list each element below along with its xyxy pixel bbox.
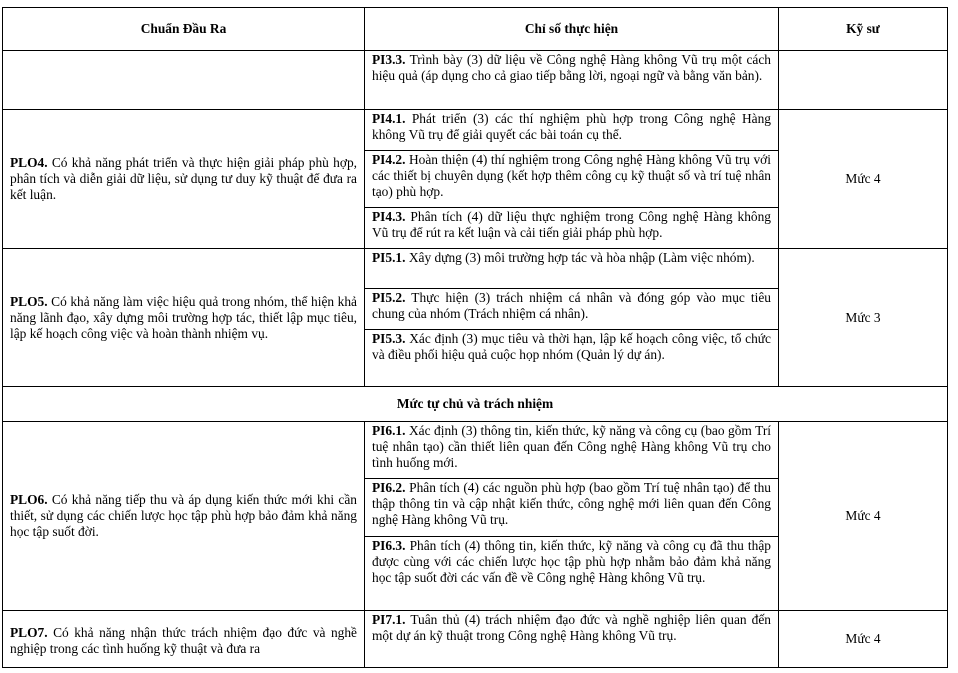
indicator-text: Trình bày (3) dữ liệu về Công nghệ Hàng không Vũ trụ một cách hiệu quả (áp dụng cho cả giao tiếp bằng lời, ngoại ngữ và bằng văn bản). [372, 52, 771, 83]
table-row [3, 110, 948, 151]
header-engineer: Kỹ sư [779, 8, 948, 51]
header-outcome: Chuẩn Đầu Ra [3, 8, 365, 51]
outcome-cell-empty [3, 51, 365, 110]
indicator-pi5-3 [365, 330, 779, 387]
indicator-code: PI5.1. [372, 250, 406, 265]
outcome-text: Có khả năng tiếp thu và áp dụng kiến thức mới khi cần thiết, sử dụng các chiến lược học tập phù hợp bảo đảm khả năng học tập suốt đời. [10, 492, 357, 539]
indicator-text: Xác định (3) mục tiêu và thời hạn, lập kế hoạch công việc, tổ chức và điều phối hiệu quả cuộc họp nhóm (Quản lý dự án). [372, 331, 771, 362]
indicator-text: Thực hiện (3) trách nhiệm cá nhân và đóng góp vào mục tiêu chung của nhóm (Trách nhiệm cá nhân). [372, 290, 771, 321]
outcome-plo5 [3, 249, 365, 387]
section-row [3, 387, 948, 422]
indicator-pi5-2 [365, 289, 779, 330]
indicator-code: PI4.1. [372, 111, 406, 126]
table-row [3, 611, 948, 668]
table-row [3, 249, 948, 289]
indicator-text: Phát triển (3) các thí nghiệm phù hợp trong Công nghệ Hàng không Vũ trụ để giải quyết các bài toán cụ thể. [372, 111, 771, 142]
indicator-pi6-1 [365, 422, 779, 479]
indicator-code: PI4.2. [372, 152, 406, 167]
outcome-text: Có khả năng nhận thức trách nhiệm đạo đức và nghề nghiệp trong các tình huống kỹ thuật và đưa ra [10, 625, 357, 656]
outcome-code: PLO6. [10, 492, 48, 507]
indicator-text: Tuân thủ (4) trách nhiệm đạo đức và nghề nghiệp liên quan đến một dự án kỹ thuật trong Công nghệ Hàng không Vũ trụ. [372, 612, 771, 643]
indicator-text: Xây dựng (3) môi trường hợp tác và hòa nhập (Làm việc nhóm). [405, 250, 755, 265]
level-plo7: Mức 4 [779, 611, 948, 668]
table-header-row [3, 8, 948, 51]
indicator-code: PI5.3. [372, 331, 406, 346]
level-plo5: Mức 3 [779, 249, 948, 387]
outcome-plo7 [3, 611, 365, 668]
outcome-text: Có khả năng làm việc hiệu quả trong nhóm, thể hiện khả năng lãnh đạo, xây dựng môi trường hợp tác, thiết lập mục tiêu, lập kế hoạch công việc và hoàn thành nhiệm vụ. [10, 293, 357, 341]
indicator-code: PI5.2. [372, 290, 406, 305]
section-title: Mức tự chủ và trách nhiệm [3, 387, 948, 422]
indicator-code: PI3.3. [372, 52, 406, 67]
indicator-pi7-1 [365, 611, 779, 668]
indicator-pi6-2 [365, 479, 779, 537]
level-plo4: Mức 4 [779, 110, 948, 249]
indicator-pi4-1 [365, 110, 779, 151]
level-cell-empty [779, 51, 948, 110]
outcome-plo4 [3, 110, 365, 249]
indicator-pi5-1 [365, 249, 779, 289]
indicator-code: PI4.3. [372, 209, 406, 224]
indicator-code: PI6.1. [372, 423, 406, 438]
outcome-code: PLO5. [10, 293, 48, 309]
learning-outcomes-table [2, 7, 948, 668]
indicator-pi3-3 [365, 51, 779, 110]
indicator-text: Hoàn thiện (4) thí nghiệm trong Công nghệ Hàng không Vũ trụ với các thiết bị chuyên dụng (kết hợp thêm công cụ kỹ thuật số và trí tuệ nhân tạo) phù hợp. [372, 152, 771, 199]
indicator-text: Phân tích (4) dữ liệu thực nghiệm trong Công nghệ Hàng không Vũ trụ để rút ra kết luận và cải tiến giải pháp phù hợp. [372, 209, 771, 240]
outcome-plo6 [3, 422, 365, 611]
outcome-code: PLO4. [10, 155, 48, 170]
outcome-text: Có khả năng phát triển và thực hiện giải pháp phù hợp, phân tích và diễn giải dữ liệu, sử dụng tư duy kỹ thuật để đưa ra kết luận. [10, 155, 357, 202]
header-indicator: Chỉ số thực hiện [365, 8, 779, 51]
table-row [3, 422, 948, 479]
indicator-text: Phân tích (4) các nguồn phù hợp (bao gồm Trí tuệ nhân tạo) để thu thập thông tin và cập nhật kiến thức, công nghệ mới liên quan đến Công nghệ Hàng không Vũ trụ. [372, 480, 771, 527]
table-row [3, 51, 948, 110]
indicator-text: Xác định (3) thông tin, kiến thức, kỹ năng và công cụ (bao gồm Trí tuệ nhân tạo) cần thiết liên quan đến Công nghệ Hàng không Vũ trụ cho tình huống mới. [372, 423, 771, 470]
indicator-pi4-2 [365, 151, 779, 208]
indicator-code: PI6.2. [372, 480, 406, 495]
indicator-code: PI6.3. [372, 538, 406, 553]
indicator-pi6-3 [365, 537, 779, 611]
indicator-text: Phân tích (4) thông tin, kiến thức, kỹ năng và công cụ đã thu thập được cùng với các chiến lược học tập phù hợp nhằm bảo đảm khả năng học tập suốt đời các vấn đề về Công nghệ Hàng không Vũ trụ. [372, 538, 771, 585]
level-plo6: Mức 4 [779, 422, 948, 611]
indicator-code: PI7.1. [372, 612, 406, 627]
outcome-code: PLO7. [10, 625, 48, 640]
indicator-pi4-3 [365, 208, 779, 249]
